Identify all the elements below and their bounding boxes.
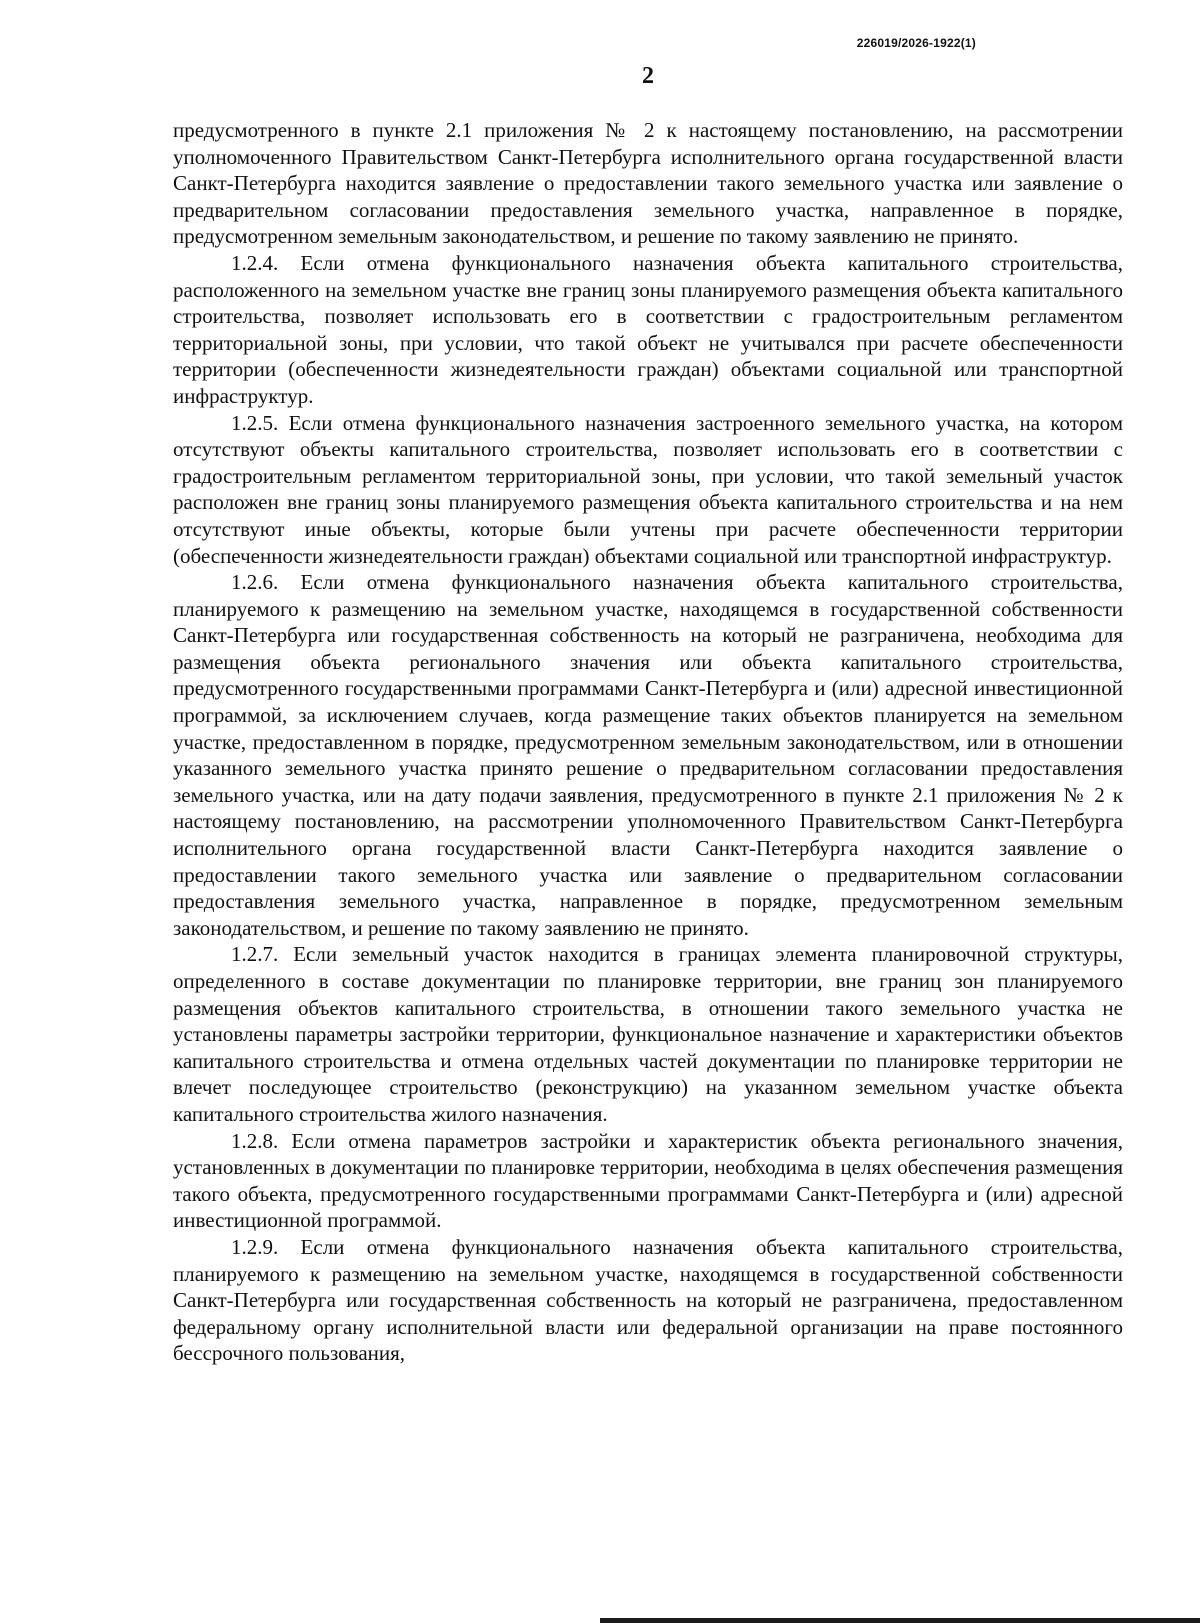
paragraph-1-2-9: 1.2.9. Если отмена функционального назначения объекта капитального строительства, планируемого к размещению на земельном участке, находящемся в государственной собственности Санкт-Петербурга или государственная собственность на который не разграничена, предоставленном федеральному органу исполнительной власти или федеральной организации на праве постоянного бессрочного пользования, xyxy=(173,1234,1123,1366)
paragraph-1-2-8: 1.2.8. Если отмена параметров застройки и характеристик объекта регионального значения, установленных в документации по планировке территории, необходима в целях обеспечения размещения такого объекта, предусмотренного государственными программами Санкт-Петербурга и (или) адресной инвестиционной программой. xyxy=(173,1128,1123,1233)
paragraph-1-2-6: 1.2.6. Если отмена функционального назначения объекта капитального строительства, планируемого к размещению на земельном участке, находящемся в государственной собственности Санкт-Петербурга или государственная собственность на который не разграничена, необходима для размещения объекта регионального значения или объекта капитального строительства, предусмотренного государственными программами Санкт-Петербурга и (или) адресной инвестиционной программой, за исключением случаев, когда размещение таких объектов планируется на земельном участке, предоставленном в порядке, предусмотренном земельным законодательством, или в отношении указанного земельного участка принято решение о предварительном согласовании предоставления земельного участка, или на дату подачи заявления, предусмотренного в пункте 2.1 приложения № 2 к настоящему постановлению, на рассмотрении уполномоченного Правительством Санкт-Петербурга исполнительного органа государственной власти Санкт-Петербурга находится заявление о предоставлении такого земельного участка или заявление о предварительном согласовании предоставления земельного участка, направленное в порядке, предусмотренном земельным законодательством, и решение по такому заявлению не принято. xyxy=(173,570,1123,940)
paragraph-1-2-4: 1.2.4. Если отмена функционального назначения объекта капитального строительства, расположенного на земельном участке вне границ зоны планируемого размещения объекта капитального строительства, позволяет использовать его в соответствии с градостроительным регламентом территориальной зоны, при условии, что такой объект не учитывался при расчете обеспеченности территории (обеспеченности жизнедеятельности граждан) объектами социальной или транспортной инфраструктур. xyxy=(173,250,1123,408)
page-number: 2 xyxy=(642,63,654,89)
paragraph-1-2-7: 1.2.7. Если земельный участок находится в границах элемента планировочной структуры, определенного в составе документации по планировке территории, вне границ зон планируемого размещения объектов капитального строительства, в отношении такого земельного участка не установлены параметры застройки территории, функциональное назначение и характеристики объектов капитального строительства и отмена отдельных частей документации по планировке территории не влечет последующее строительство (реконструкцию) на указанном земельном участке объекта капитального строительства жилого назначения. xyxy=(173,942,1123,1126)
document-body xyxy=(173,117,1123,1367)
document-registration-number: 226019/2026-1922(1) xyxy=(856,36,976,50)
paragraph-continuation: предусмотренного в пункте 2.1 приложения № 2 к настоящему постановлению, на рассмотрении уполномоченного Правительством Санкт-Петербурга исполнительного органа государственной власти Санкт-Петербурга находится заявление о предоставлении такого земельного участка или заявление о предварительном согласовании предоставления земельного участка, направленное в порядке, предусмотренном земельным законодательством, и решение по такому заявлению не принято. xyxy=(173,118,1123,249)
scan-edge-line xyxy=(600,1618,1200,1623)
paragraph-1-2-5: 1.2.5. Если отмена функционального назначения застроенного земельного участка, на котором отсутствуют объекты капитального строительства, позволяет использовать его в соответствии с градостроительным регламентом территориальной зоны, при условии, что такой земельный участок расположен вне границ зоны планируемого размещения объекта капитального строительства и на нем отсутствуют иные объекты, которые были учтены при расчете обеспеченности территории (обеспеченности жизнедеятельности граждан) объектами социальной или транспортной инфраструктур. xyxy=(173,410,1123,568)
